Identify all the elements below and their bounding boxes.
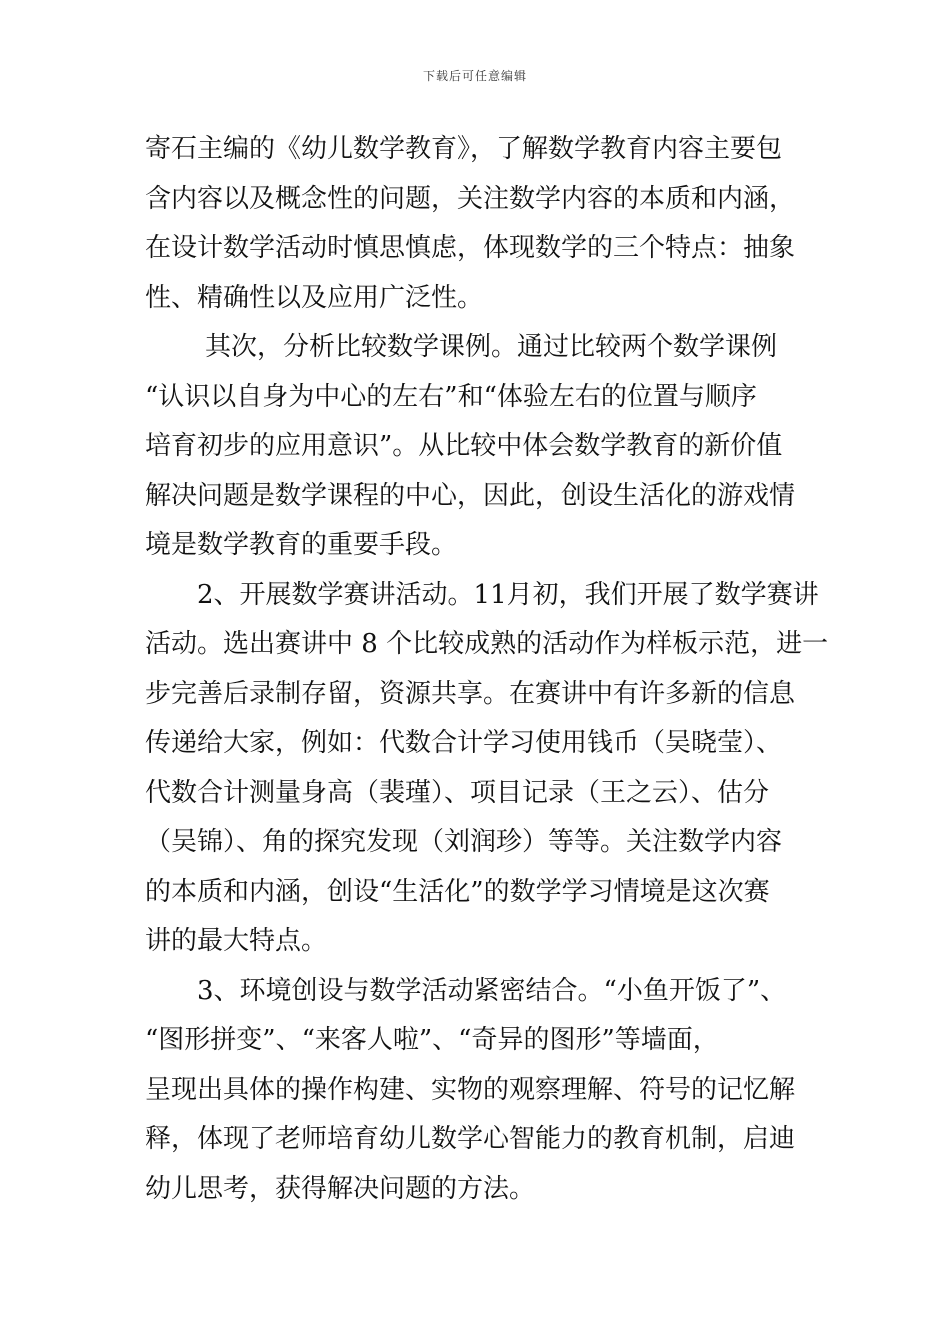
text-line: “认识以自身为中心的左右”和“体验左右的位置与顺序 — [145, 381, 757, 412]
paragraph-first-line: 2、开展数学赛讲活动。11月初，我们开展了数学赛讲 — [197, 579, 819, 610]
text-line: 呈现出具体的操作构建、实物的观察理解、符号的记忆解 — [145, 1074, 796, 1105]
text-line: 性、精确性以及应用广泛性。 — [145, 282, 484, 313]
text-line: 步完善后录制存留，资源共享。在赛讲中有许多新的信息 — [145, 678, 796, 709]
text-line: 的本质和内涵，创设“生活化”的数学学习情境是这次赛 — [145, 876, 770, 907]
text-line: 幼儿思考，获得解决问题的方法。 — [145, 1173, 536, 1204]
text-line: 讲的最大特点。 — [145, 926, 328, 956]
text-line: “图形拼变”、“来客人啦”、“奇异的图形”等墙面， — [145, 1025, 719, 1055]
text-line: 在设计数学活动时慎思慎虑，体现数学的三个特点：抽象 — [145, 233, 796, 263]
text-line: 释，体现了老师培育幼儿数学心智能力的教育机制，启迪 — [145, 1124, 796, 1154]
header-note: 下载后可任意编辑 — [422, 69, 527, 83]
text-line: 活动。选出赛讲中 8 个比较成熟的活动作为样板示范，进一 — [145, 629, 829, 659]
text-line: 寄石主编的《幼儿数学教育》，了解数学教育内容主要包 — [145, 134, 783, 164]
text-line: 解决问题是数学课程的中心，因此，创设生活化的游戏情 — [145, 480, 796, 511]
paragraph-first-line: 其次，分析比较数学课例。通过比较两个数学课例 — [205, 332, 778, 362]
document-body — [145, 125, 829, 1214]
text-line: 含内容以及概念性的问题，关注数学内容的本质和内涵， — [145, 183, 796, 214]
text-line: （吴锦）、角的探究发现（刘润珍）等等。关注数学内容 — [145, 827, 783, 857]
text-line: 境是数学教育的重要手段。 — [145, 530, 458, 560]
text-line: 代数合计测量身高（裴瑾）、项目记录（王之云）、估分 — [145, 777, 770, 808]
text-line: 培育初步的应用意识”。从比较中体会数学教育的新价值 — [145, 431, 783, 461]
paragraph-first-line: 3、环境创设与数学活动紧密结合。“小鱼开饭了”、 — [197, 975, 787, 1006]
text-line: 传递给大家，例如：代数合计学习使用钱币（吴晓莹）、 — [145, 728, 783, 758]
